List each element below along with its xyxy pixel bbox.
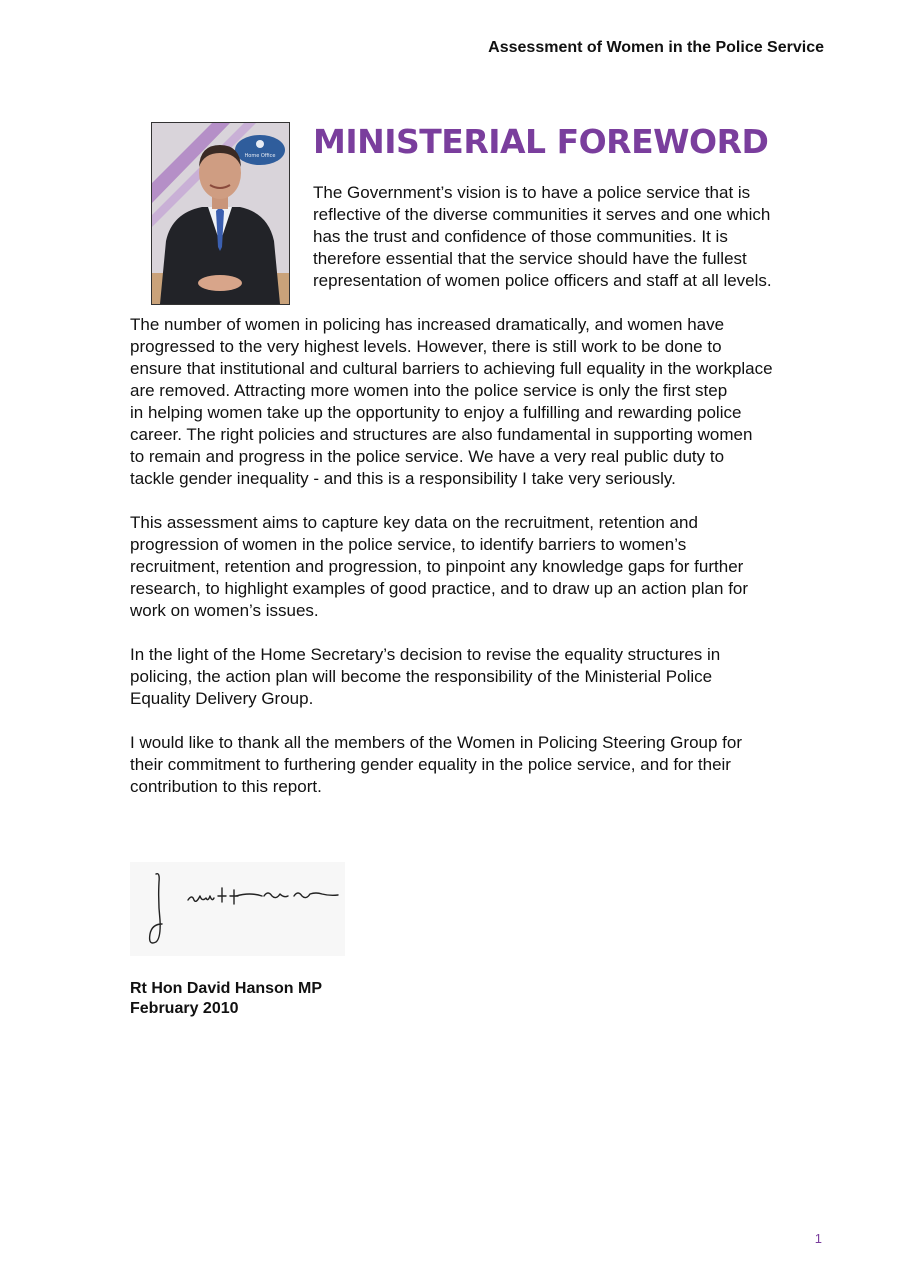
body-line: progressed to the very highest levels. However, there is still work to be done to xyxy=(130,337,722,356)
body-line: Equality Delivery Group. xyxy=(130,689,314,708)
body-line: The number of women in policing has increased dramatically, and women have xyxy=(130,315,725,334)
body-line: their commitment to furthering gender equality in the police service, and for their xyxy=(130,755,731,774)
body-line: policing, the action plan will become the responsibility of the Ministerial Police xyxy=(130,667,713,686)
body-line: are removed. Attracting more women into the police service is only the first step xyxy=(130,381,728,400)
page-title: MINISTERIAL FOREWORD xyxy=(313,122,769,161)
signatory-name: Rt Hon David Hanson MP xyxy=(130,980,323,997)
intro-line: The Government’s vision is to have a police service that is xyxy=(313,183,751,202)
page-number: 1 xyxy=(814,1231,822,1246)
signatory-block xyxy=(130,979,322,1019)
body-line: progression of women in the police service, to identify barriers to women’s xyxy=(130,535,687,554)
signatory-date: February 2010 xyxy=(130,1000,239,1017)
body-line: to remain and progress in the police service. We have a very real public duty to xyxy=(130,447,725,466)
body-line: In the light of the Home Secretary’s decision to revise the equality structures in xyxy=(130,645,721,664)
body-line: research, to highlight examples of good practice, and to draw up an action plan for xyxy=(130,579,749,598)
minister-portrait xyxy=(151,122,290,305)
body-line: tackle gender inequality - and this is a responsibility I take very seriously. xyxy=(130,469,676,488)
intro-line: has the trust and confidence of those communities. It is xyxy=(313,227,728,246)
body-paragraph xyxy=(130,512,830,622)
handwritten-signature xyxy=(130,862,345,956)
body-line: This assessment aims to capture key data on the recruitment, retention and xyxy=(130,513,698,532)
body-line: I would like to thank all the members of the Women in Policing Steering Group for xyxy=(130,733,742,752)
intro-paragraph xyxy=(313,182,833,292)
intro-line: representation of women police officers and staff at all levels. xyxy=(313,271,772,290)
body-line: ensure that institutional and cultural barriers to achieving full equality in the workplace xyxy=(130,359,773,378)
body-line: contribution to this report. xyxy=(130,777,322,796)
intro-line: therefore essential that the service should have the fullest xyxy=(313,249,747,268)
intro-line: reflective of the diverse communities it serves and one which xyxy=(313,205,771,224)
body-paragraph xyxy=(130,644,830,710)
home-office-badge-text: Home Office xyxy=(244,153,276,159)
body-line: recruitment, retention and progression, to pinpoint any knowledge gaps for further xyxy=(130,557,744,576)
body-line: in helping women take up the opportunity to enjoy a fulfilling and rewarding police xyxy=(130,403,742,422)
running-header: Assessment of Women in the Police Service xyxy=(488,39,824,56)
body-line: work on women’s issues. xyxy=(130,601,319,620)
body-line: career. The right policies and structures are also fundamental in supporting women xyxy=(130,425,753,444)
body-paragraph xyxy=(130,732,830,798)
body-paragraph xyxy=(130,314,830,490)
